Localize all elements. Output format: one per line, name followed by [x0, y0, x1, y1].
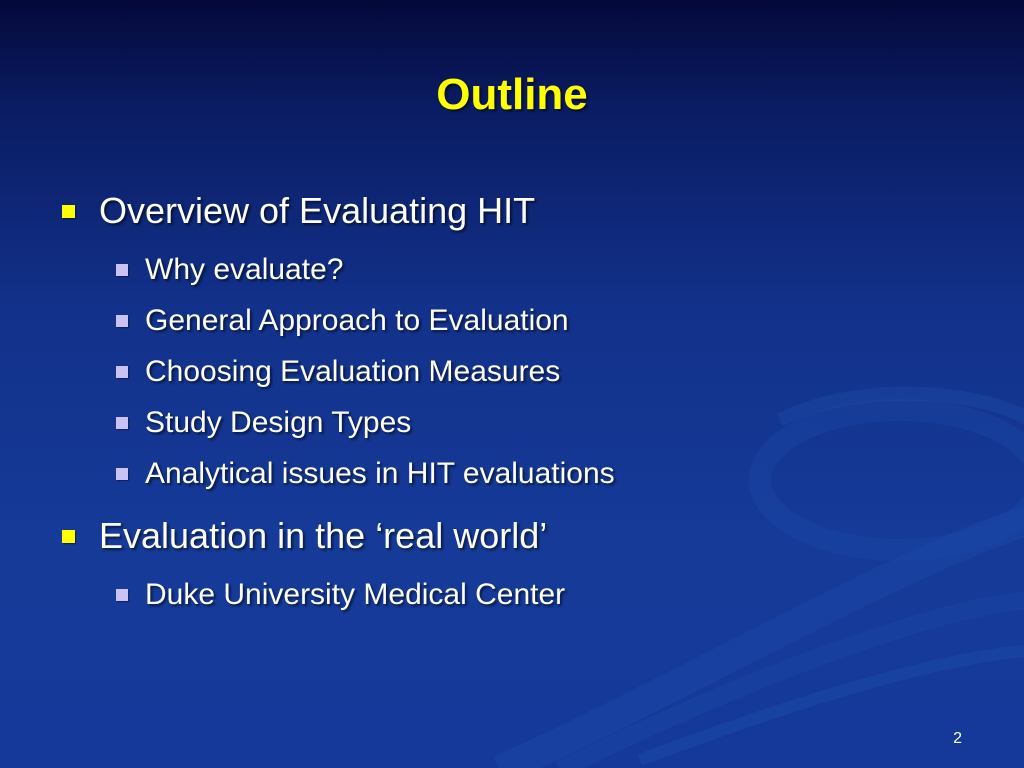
outline-subitem-label: General Approach to Evaluation	[145, 303, 569, 337]
outline-subitem-label: Duke University Medical Center	[145, 577, 566, 611]
square-bullet-icon	[116, 264, 128, 276]
square-bullet-icon	[116, 315, 128, 327]
outline-subitem	[116, 244, 982, 295]
outline-sublist-real-world	[116, 569, 982, 620]
outline-item-overview	[62, 188, 982, 234]
outline-list	[62, 188, 982, 620]
page-number: 2	[953, 730, 962, 747]
outline-subitem-label: Why evaluate?	[145, 252, 344, 286]
outline-subitem-label: Study Design Types	[145, 405, 412, 439]
outline-subitem	[116, 448, 982, 499]
outline-subitem	[116, 295, 982, 346]
outline-subitem	[116, 569, 982, 620]
slide-title: Outline	[436, 70, 588, 119]
outline-subitem-label: Choosing Evaluation Measures	[145, 354, 561, 388]
square-bullet-icon	[62, 530, 75, 543]
outline-item-real-world	[62, 513, 982, 559]
square-bullet-icon	[62, 205, 75, 218]
square-bullet-icon	[116, 417, 128, 429]
outline-sublist-overview	[116, 244, 982, 499]
square-bullet-icon	[116, 468, 128, 480]
outline-item-label: Overview of Evaluating HIT	[99, 190, 536, 231]
outline-subitem	[116, 346, 982, 397]
outline-subitem	[116, 397, 982, 448]
square-bullet-icon	[116, 589, 128, 601]
outline-subitem-label: Analytical issues in HIT evaluations	[145, 456, 615, 490]
outline-item-label: Evaluation in the ‘real world’	[99, 515, 548, 556]
square-bullet-icon	[116, 366, 128, 378]
